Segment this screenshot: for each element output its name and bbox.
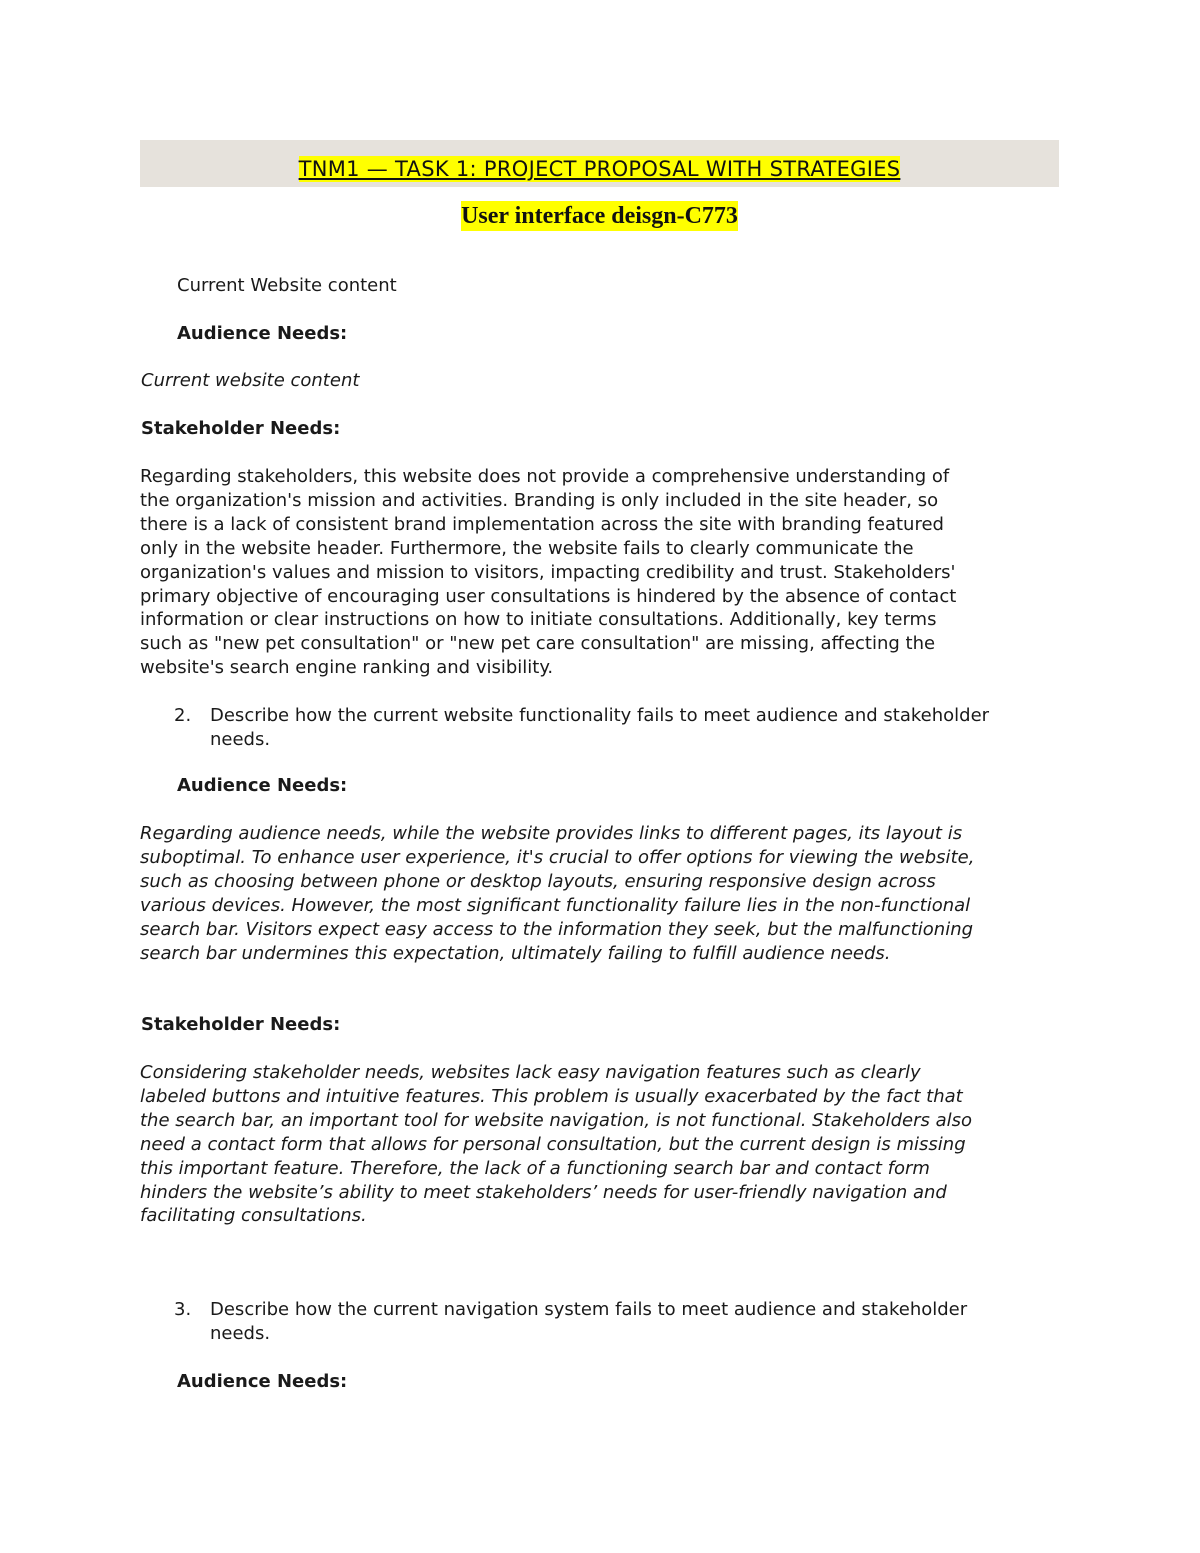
paragraph-line: need a contact form that allows for personal consultation, but the current design is missing xyxy=(140,1133,966,1155)
audience-needs-paragraph-2 xyxy=(140,822,1070,965)
paragraph-line: hinders the website’s ability to meet stakeholders’ needs for user-friendly navigation and xyxy=(140,1181,947,1203)
paragraph-line: such as "new pet consultation" or "new pet care consultation" are missing, affecting the xyxy=(140,633,936,655)
stakeholder-needs-paragraph-2 xyxy=(140,1061,1070,1228)
paragraph-line: primary objective of encouraging user consultations is hindered by the absence of contact xyxy=(140,585,957,607)
stakeholder-needs-paragraph-1 xyxy=(140,465,1070,680)
list-number: 2. xyxy=(174,705,192,726)
paragraph-line: organization's values and mission to visitors, impacting credibility and trust. Stakeholders' xyxy=(140,561,956,583)
paragraph-line: only in the website header. Furthermore, the website fails to clearly communicate the xyxy=(140,537,914,559)
stakeholder-needs-heading-1: Stakeholder Needs: xyxy=(141,418,341,439)
list-line: needs. xyxy=(210,728,271,750)
list-line: Describe how the current navigation system fails to meet audience and stakeholder xyxy=(210,1299,968,1320)
paragraph-line: the organization's mission and activities. Branding is only included in the site header, so xyxy=(140,489,939,511)
list-number: 3. xyxy=(174,1299,192,1320)
paragraph-line: this important feature. Therefore, the lack of a functioning search bar and contact form xyxy=(140,1157,930,1179)
paragraph-line: Regarding audience needs, while the website provides links to different pages, its layout is xyxy=(140,823,963,844)
list-item-text xyxy=(210,1298,967,1346)
paragraph-line: labeled buttons and intuitive features. This problem is usually exacerbated by the fact that xyxy=(140,1085,963,1107)
paragraph-line: such as choosing between phone or desktop layouts, ensuring responsive design across xyxy=(140,870,936,892)
document-title: TNM1 — TASK 1: PROJECT PROPOSAL WITH STRATEGIES xyxy=(298,157,901,181)
list-line: Describe how the current website functionality fails to meet audience and stakeholder xyxy=(210,705,990,726)
audience-needs-text-1: Current website content xyxy=(141,370,360,391)
paragraph-line: Considering stakeholder needs, websites lack easy navigation features such as clearly xyxy=(140,1062,921,1083)
document-subtitle: User interface deisgn-C773 xyxy=(461,203,738,229)
audience-needs-heading-2: Audience Needs: xyxy=(177,775,348,796)
paragraph-line: information or clear instructions on how to initiate consultations. Additionally, key terms xyxy=(140,609,937,631)
subtitle-container xyxy=(140,201,1059,231)
audience-needs-heading-1: Audience Needs: xyxy=(177,323,348,344)
list-item-text xyxy=(210,704,989,752)
paragraph-line: the search bar, an important tool for website navigation, is not functional. Stakeholders also xyxy=(140,1109,972,1131)
audience-needs-heading-3: Audience Needs: xyxy=(177,1371,348,1392)
paragraph-line: facilitating consultations. xyxy=(140,1205,367,1227)
section-current-content: Current Website content xyxy=(177,275,397,296)
paragraph-line: website's search engine ranking and visibility. xyxy=(140,657,554,679)
paragraph-line: Regarding stakeholders, this website does not provide a comprehensive understanding of xyxy=(140,466,950,487)
stakeholder-needs-heading-2: Stakeholder Needs: xyxy=(141,1014,341,1035)
paragraph-line: suboptimal. To enhance user experience, it's crucial to offer options for viewing the website, xyxy=(140,846,975,868)
list-line: needs. xyxy=(210,1322,271,1344)
title-band xyxy=(140,140,1059,187)
paragraph-line: various devices. However, the most significant functionality failure lies in the non-functional xyxy=(140,894,971,916)
paragraph-line: search bar undermines this expectation, ultimately failing to fulfill audience needs. xyxy=(140,942,891,964)
paragraph-line: search bar. Visitors expect easy access to the information they seek, but the malfunctioning xyxy=(140,918,974,940)
paragraph-line: there is a lack of consistent brand implementation across the site with branding featured xyxy=(140,513,944,535)
